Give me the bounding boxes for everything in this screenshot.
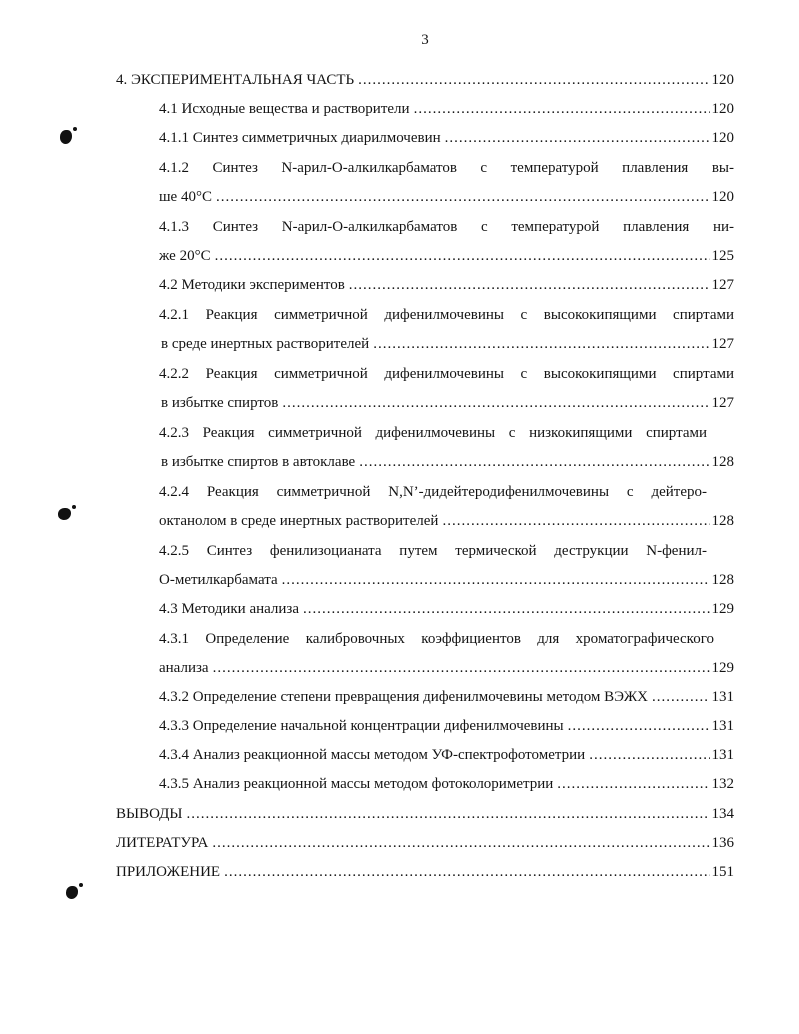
toc-entry-wrap-line: 4.2.5 Синтез фенилизоцианата путем термической деструкции N-фенил- <box>159 543 707 559</box>
dot-leader <box>349 273 710 297</box>
toc-entry-title: 4.3.2 Определение степени превращения дифенилмочевины методом ВЭЖХ <box>159 689 648 705</box>
dot-leader <box>212 831 709 855</box>
dot-leader <box>589 743 709 767</box>
toc-entry-page: 120 <box>711 130 734 146</box>
toc-entry-wrap-line: 4.2.1 Реакция симметричной дифенилмочевины с высококипящими спиртами <box>159 307 734 323</box>
toc-entry-page: 136 <box>711 835 734 851</box>
toc-entry-page: 151 <box>711 864 734 880</box>
toc-entry-title: 4.3.5 Анализ реакционной массы методом фотоколориметрии <box>159 776 554 792</box>
toc-entry-wrap-line: 4.2.2 Реакция симметричной дифенилмочевины с высококипящими спиртами <box>159 366 734 382</box>
toc-entry-page: 120 <box>711 189 734 205</box>
toc-entry-title: ВЫВОДЫ <box>116 806 183 822</box>
toc-entry-title: анализа <box>159 660 209 676</box>
toc-entry-page: 128 <box>711 513 734 529</box>
toc-entry-page: 129 <box>711 601 734 617</box>
scan-blot <box>60 130 72 144</box>
toc-entry <box>159 568 734 592</box>
dot-leader <box>213 656 710 680</box>
toc-entry-title: в среде инертных растворителей <box>161 336 370 352</box>
toc-entry <box>159 656 734 680</box>
toc-entry-title: же 20°С <box>159 248 211 264</box>
page-number: 3 <box>421 32 429 48</box>
toc-entry <box>159 97 734 121</box>
toc-entry-page: 131 <box>711 747 734 763</box>
dot-leader <box>359 450 709 474</box>
toc-entry <box>116 68 734 92</box>
toc-entry <box>159 126 734 150</box>
toc-entry-wrap-line: 4.3.1 Определение калибровочных коэффициентов для хроматографического <box>159 631 714 647</box>
toc-entry-wrap-line: 4.1.2 Синтез N-арил-О-алкилкарбаматов с температурой плавления вы- <box>159 160 734 176</box>
toc-entry-page: 131 <box>711 689 734 705</box>
dot-leader <box>282 391 709 415</box>
dot-leader <box>187 802 710 826</box>
toc-entry-page: 127 <box>711 277 734 293</box>
dot-leader <box>414 97 710 121</box>
toc-entry-page: 127 <box>711 336 734 352</box>
toc-entry <box>159 714 734 738</box>
toc-entry-page: 120 <box>711 101 734 117</box>
toc-entry <box>159 273 734 297</box>
toc-entry-page: 127 <box>711 395 734 411</box>
scan-blot <box>58 508 71 520</box>
dot-leader <box>652 685 710 709</box>
toc-entry <box>161 450 734 474</box>
toc-entry-title: 4.2 Методики экспериментов <box>159 277 345 293</box>
toc-entry-title: 4.1 Исходные вещества и растворители <box>159 101 410 117</box>
toc-entry-title: в избытке спиртов <box>161 395 279 411</box>
toc-entry-page: 128 <box>711 572 734 588</box>
toc-entry-title: 4.1.1 Синтез симметричных диарилмочевин <box>159 130 441 146</box>
toc-entry-page: 129 <box>711 660 734 676</box>
toc-entry-page: 131 <box>711 718 734 734</box>
dot-leader <box>215 244 710 268</box>
dot-leader <box>557 772 709 796</box>
toc-entry-title: ПРИЛОЖЕНИЕ <box>116 864 221 880</box>
toc-entry-title: 4. ЭКСПЕРИМЕНТАЛЬНАЯ ЧАСТЬ <box>116 72 355 88</box>
dot-leader <box>224 860 709 884</box>
toc-entry-wrap-line: 4.2.3 Реакция симметричной дифенилмочевины с низкокипящими спиртами <box>159 425 707 441</box>
toc-entry <box>159 185 734 209</box>
toc-entry <box>159 509 734 533</box>
scan-blot <box>66 886 78 899</box>
toc-entry-page: 125 <box>711 248 734 264</box>
toc-entry-title: ЛИТЕРАТУРА <box>116 835 209 851</box>
toc-entry <box>159 772 734 796</box>
toc-entry <box>116 860 734 884</box>
toc-entry <box>159 244 734 268</box>
toc-entry-wrap-line: 4.2.4 Реакция симметричной N,N’-дидейтеродифенилмочевины с дейтеро- <box>159 484 707 500</box>
toc-entry-title: в избытке спиртов в автоклаве <box>161 454 356 470</box>
toc-entry-title: 4.3.4 Анализ реакционной массы методом УФ-спектрофотометрии <box>159 747 586 763</box>
toc-entry <box>159 597 734 621</box>
toc-entry-wrap-line: 4.1.3 Синтез N-арил-О-алкилкарбаматов с температурой плавления ни- <box>159 219 734 235</box>
dot-leader <box>303 597 709 621</box>
toc-entry-page: 132 <box>711 776 734 792</box>
toc-entry <box>161 391 734 415</box>
toc-entry <box>116 802 734 826</box>
toc-entry-title: октанолом в среде инертных растворителей <box>159 513 439 529</box>
toc-entry-title: О-метилкарбамата <box>159 572 278 588</box>
dot-leader <box>358 68 709 92</box>
dot-leader <box>216 185 710 209</box>
dot-leader <box>445 126 710 150</box>
toc-entry-page: 134 <box>711 806 734 822</box>
toc-entry-page: 120 <box>711 72 734 88</box>
toc-entry-page: 128 <box>711 454 734 470</box>
dot-leader <box>568 714 710 738</box>
toc-entry-title: 4.3.3 Определение начальной концентрации дифенилмочевины <box>159 718 564 734</box>
toc-entry <box>159 743 734 767</box>
toc-entry <box>161 332 734 356</box>
dot-leader <box>442 509 709 533</box>
toc-entry <box>116 831 734 855</box>
toc-entry-title: 4.3 Методики анализа <box>159 601 300 617</box>
toc-entry <box>159 685 734 709</box>
toc-entry-title: ше 40°С <box>159 189 212 205</box>
dot-leader <box>373 332 709 356</box>
dot-leader <box>282 568 710 592</box>
